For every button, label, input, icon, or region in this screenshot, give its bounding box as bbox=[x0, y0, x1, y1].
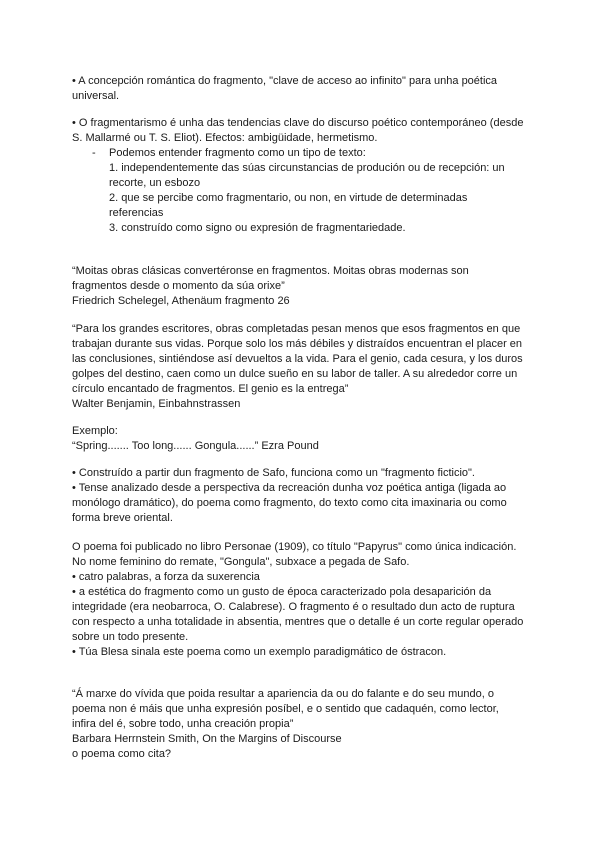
text-line: “Spring....... Too long...... Gongula......” Ezra Pound bbox=[72, 440, 319, 452]
list-dash: - bbox=[92, 147, 96, 159]
text-line: Exemplo: bbox=[72, 425, 118, 437]
text-line: poema non é máis que unha expresión posíbel, e o sentido que cadaquén, como lector, bbox=[72, 703, 499, 715]
text-line: • Túa Blesa sinala este poema como un exemplo paradigmático de óstracon. bbox=[72, 646, 447, 658]
text-line: 2. que se percibe como fragmentario, ou non, en virtude de determinadas bbox=[109, 192, 468, 204]
text-line: • Tense analizado desde a perspectiva da recreación dunha voz poética antiga (ligada ao bbox=[72, 482, 507, 494]
text-line: “Á marxe do vívida que poida resultar a apariencia da ou do falante e do seu mundo, o bbox=[72, 688, 494, 700]
text-line: Barbara Herrnstein Smith, On the Margins of Discourse bbox=[72, 733, 342, 745]
text-line: referencias bbox=[109, 207, 164, 219]
text-line: golpes del destino, caen como un dulce sueño en su labor de taller. A su alrededor corre un bbox=[72, 368, 518, 380]
text-line: infira del é, sobre todo, unha creación propia” bbox=[72, 718, 294, 730]
text-line: S. Mallarmé ou T. S. Eliot). Efectos: ambigüidade, hermetismo. bbox=[72, 132, 378, 144]
text-line: recorte, un esbozo bbox=[109, 177, 201, 189]
text-line: Podemos entender fragmento como un tipo de texto: bbox=[109, 147, 366, 159]
text-line: “Moitas obras clásicas convertéronse en fragmentos. Moitas obras modernas son bbox=[72, 265, 469, 277]
text-line: con respecto a unha totalidade in absentia, mentres que o detalle é un corte regular operado bbox=[72, 616, 524, 628]
text-line: 1. independentemente das súas circunstancias de produción ou de recepción: un bbox=[109, 162, 505, 174]
text-line: universal. bbox=[72, 90, 120, 102]
text-line: monólogo dramático), do poema como fragmento, do texto como cita imaxinaria ou como bbox=[72, 497, 507, 509]
text-line: forma breve oriental. bbox=[72, 512, 173, 524]
text-line: 3. construído como signo ou expresión de fragmentariedade. bbox=[109, 222, 406, 234]
text-line: • a estética do fragmento como un gusto de época caracterizado pola desaparición da bbox=[72, 586, 492, 598]
text-line: Walter Benjamin, Einbahnstrassen bbox=[72, 398, 241, 410]
text-line: las conclusiones, sintiéndose así devueltos a la vida. Para el genio, cada cesura, y los duros bbox=[72, 353, 523, 365]
text-line: • O fragmentarismo é unha das tendencias clave do discurso poético contemporáneo (desde bbox=[72, 117, 524, 129]
text-line: No nome feminino do remate, "Gongula", subxace a pegada de Safo. bbox=[72, 556, 410, 568]
text-line: trabajan durante sus vidas. Porque solo los más débiles y distraídos encuentran el placer en bbox=[72, 338, 523, 350]
text-line: O poema foi publicado no libro Personae (1909), co título "Papyrus" como única indicación. bbox=[72, 541, 517, 553]
text-line: • catro palabras, a forza da suxerencia bbox=[72, 571, 260, 583]
text-line: “Para los grandes escritores, obras completadas pesan menos que esos fragmentos en que bbox=[72, 323, 521, 335]
text-line: círculo encantado de fragmentos. El genio es la entrega” bbox=[72, 383, 349, 395]
text-line: Friedrich Schelegel, Athenäum fragmento 26 bbox=[72, 295, 290, 307]
text-line: • Construído a partir dun fragmento de Safo, funciona como un "fragmento ficticio". bbox=[72, 467, 475, 479]
text-line: integridade (era neobarroca, O. Calabrese). O fragmento é o resultado dun acto de ruptura bbox=[72, 601, 515, 613]
text-line: fragmentos desde o momento da súa orixe” bbox=[72, 280, 285, 292]
text-line: o poema como cita? bbox=[72, 748, 172, 760]
text-line: • A concepción romántica do fragmento, "clave de acceso ao infinito" para unha poética bbox=[72, 75, 498, 87]
text-line: sobre un todo presente. bbox=[72, 631, 189, 643]
